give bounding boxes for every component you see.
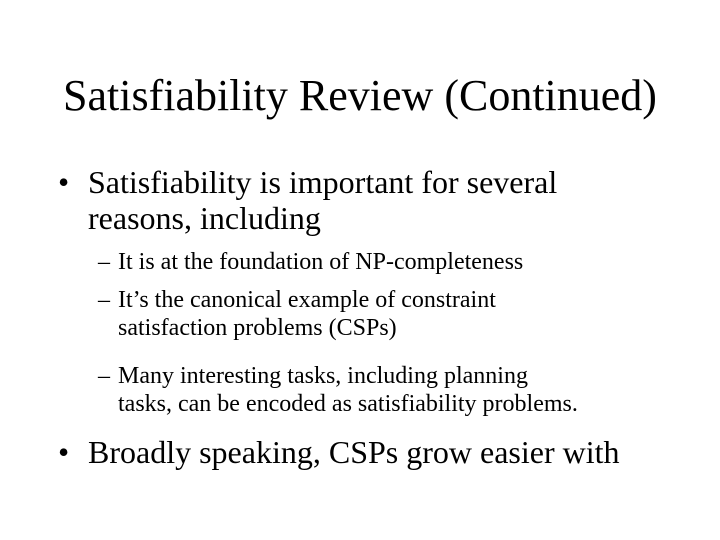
bullet-text [88,164,688,236]
dash-marker: – [98,363,110,389]
sub-bullet-line: tasks, can be encoded as satisfiability problems. [118,391,578,417]
dash-marker: – [98,287,110,313]
dash-marker: – [98,249,110,275]
sub-bullet-text [118,286,698,342]
sub-bullet-line: It’s the canonical example of constraint [118,287,496,313]
bullet-line: Broadly speaking, CSPs grow easier with [88,434,620,470]
bullet-marker: • [58,434,70,470]
slide-title: Satisfiability Review (Continued) [63,71,657,120]
sub-bullet-line: Many interesting tasks, including planning [118,363,528,389]
bullet-marker: • [58,164,70,200]
sub-bullet-line: It is at the foundation of NP-completeness [118,249,524,275]
bullet-text [88,434,688,470]
bullet-line: Satisfiability is important for several [88,164,558,200]
bullet-line: reasons, including [88,200,321,236]
sub-bullet-text [118,362,698,418]
sub-bullet-text [118,248,698,276]
sub-bullet-line: satisfaction problems (CSPs) [118,315,397,341]
